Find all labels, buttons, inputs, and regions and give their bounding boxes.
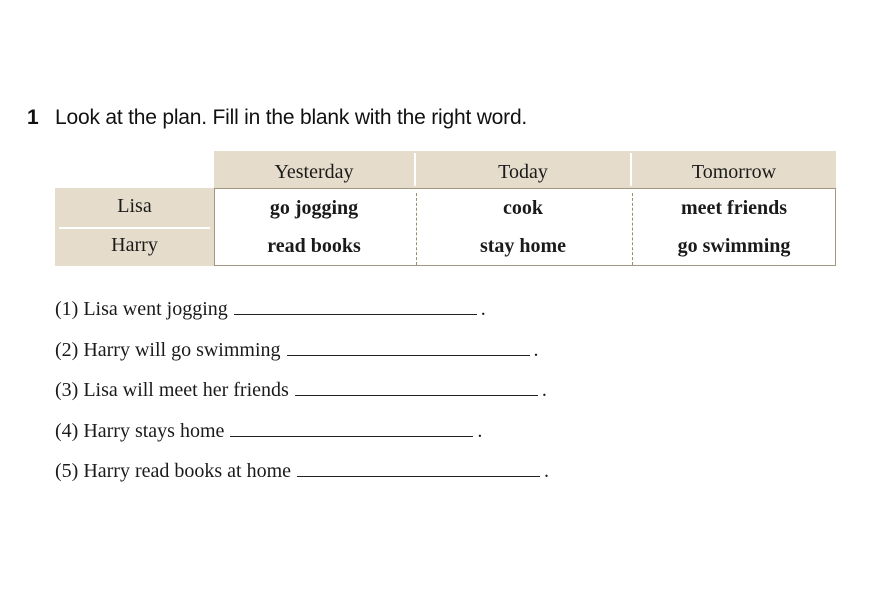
cell-lisa-yesterday: go jogging — [269, 197, 359, 219]
column-dashed-separator — [632, 193, 633, 265]
column-dashed-separator — [416, 193, 417, 265]
answer-blank[interactable] — [230, 418, 473, 437]
row-header-divider — [59, 227, 210, 229]
exercise-number: 1 — [27, 106, 39, 129]
cell-lisa-today: cook — [503, 197, 543, 219]
table-header-row — [214, 151, 836, 188]
sentence-end: . — [477, 420, 483, 442]
answer-blank[interactable] — [295, 377, 538, 396]
sentence-prompt: (5) Harry read books at home — [55, 460, 292, 482]
sentence-prompt: (3) Lisa will meet her friends — [55, 379, 289, 401]
sentence-item — [55, 296, 486, 321]
plan-table — [55, 151, 836, 266]
sentence-item — [55, 337, 539, 362]
sentence-end: . — [533, 339, 539, 361]
sentence-end: . — [480, 298, 486, 320]
table-corner — [55, 151, 214, 188]
sentence-item — [55, 458, 549, 483]
column-header-tomorrow: Tomorrow — [691, 161, 777, 183]
column-header-today: Today — [498, 161, 548, 183]
row-header-harry: Harry — [55, 227, 214, 266]
exercise-instruction — [27, 106, 527, 130]
sentence-end: . — [541, 379, 547, 401]
cell-harry-today: stay home — [479, 235, 567, 257]
cell-harry-tomorrow: go swimming — [677, 235, 791, 257]
sentence-prompt: (2) Harry will go swimming — [55, 339, 281, 361]
answer-blank[interactable] — [287, 337, 530, 356]
answer-blank[interactable] — [234, 296, 477, 315]
cell-harry-yesterday: read books — [267, 235, 361, 257]
sentence-prompt: (1) Lisa went jogging — [55, 298, 228, 320]
sentence-item — [55, 418, 482, 443]
cell-lisa-tomorrow: meet friends — [680, 197, 788, 219]
sentence-end: . — [544, 460, 550, 482]
instruction-text: Look at the plan. Fill in the blank with the right word. — [55, 106, 528, 129]
row-header-lisa: Lisa — [55, 188, 214, 227]
column-header-yesterday: Yesterday — [274, 161, 354, 183]
sentence-item — [55, 377, 547, 402]
answer-blank[interactable] — [297, 458, 540, 477]
sentence-prompt: (4) Harry stays home — [55, 420, 225, 442]
